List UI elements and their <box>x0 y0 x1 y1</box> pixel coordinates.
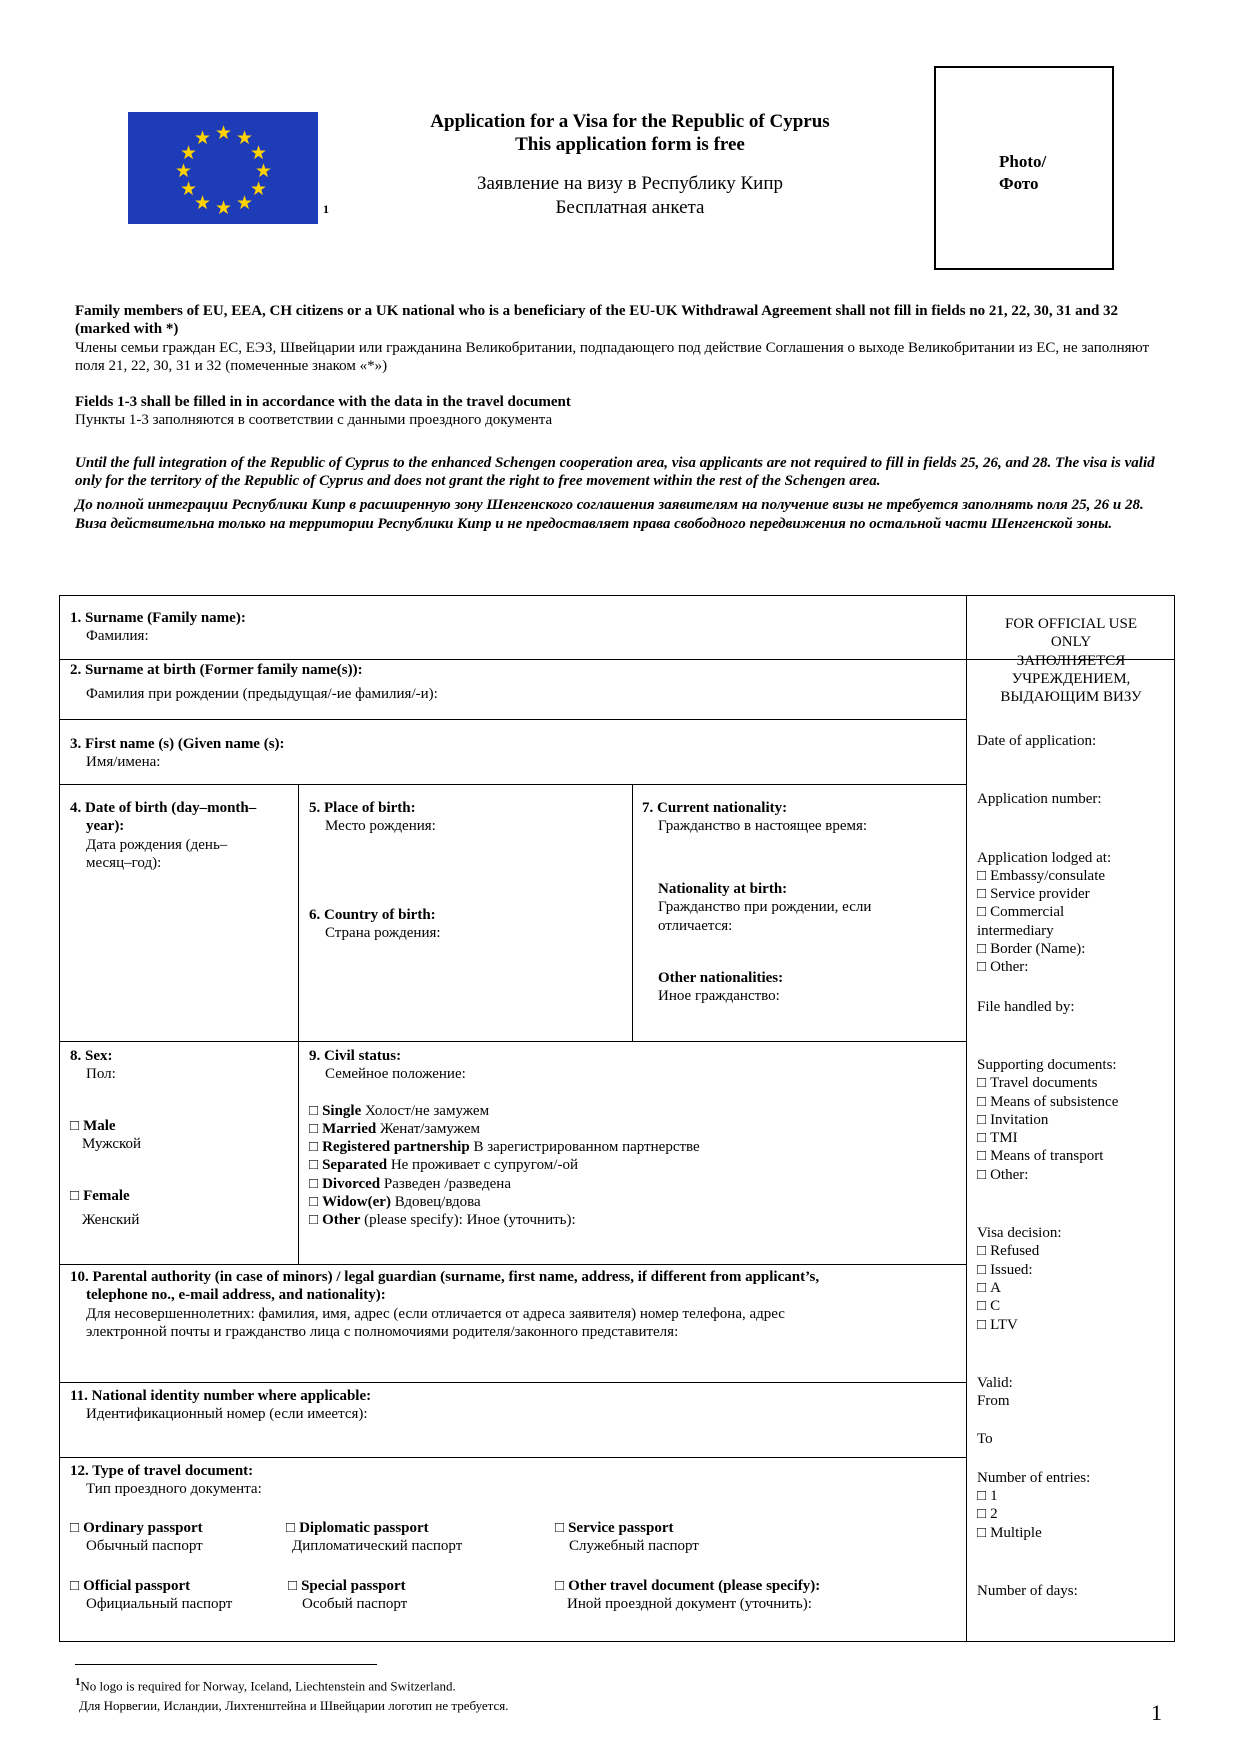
field-5[interactable] <box>309 799 436 836</box>
family-note-ru: Члены семьи граждан ЕС, ЕЭЗ, Швейцарии или гражданина Великобритании, подпадающего под действие Соглашения о выходе Великобритании из ЕС, не заполняют поля 21, 22, 30, 31 и 32 (помеченные знаком «*») <box>75 339 1150 374</box>
civil-status-single-ru: Холост/не замужем <box>361 1102 490 1119</box>
field-6[interactable] <box>309 906 441 943</box>
field-8-label-en: 8. Sex: <box>70 1048 113 1064</box>
divider <box>966 595 967 1642</box>
field-10-label-ru-2: электронной почты и гражданство лица с полномочиями родителя/законного представителя: <box>86 1323 679 1340</box>
family-note-en: Family members of EU, EEA, CH citizens or a UK national who is a beneficiary of the EU-UK Withdrawal Agreement shall not fill in fields no 21, 22, 30, 31 and 32 (marked with *) <box>75 303 1119 338</box>
field-2[interactable] <box>70 661 438 704</box>
civil-status-married-ru: Женат/замужем <box>376 1120 481 1137</box>
field-11[interactable] <box>70 1387 371 1424</box>
flag-star-icon: ★ <box>194 128 212 149</box>
field-3[interactable] <box>70 735 285 772</box>
lodged-service-provider-checkbox[interactable]: □ Service provider <box>977 885 1172 903</box>
visa-decision-label: Visa decision: <box>977 1225 1062 1242</box>
field-7-birth-label-en: Nationality at birth: <box>658 881 788 897</box>
entries-label: Number of entries: <box>977 1469 1091 1486</box>
civil-status-widow-en: Widow(er) <box>322 1194 391 1211</box>
field-10-label-ru: Для несовершеннолетних: фамилия, имя, адрес (если отличается от адреса заявителя) номер телефона, адрес <box>86 1305 785 1322</box>
field-4-label-en-2: year): <box>86 818 125 835</box>
divider <box>59 1264 966 1265</box>
field-7[interactable] <box>642 799 867 836</box>
field-7-label-en: 7. Current nationality: <box>642 800 788 816</box>
supp-other-checkbox[interactable]: □ Other: <box>977 1166 1172 1184</box>
flag-star-icon: ★ <box>215 198 233 219</box>
field-6-label-en: 6. Country of birth: <box>309 907 436 923</box>
doc-other-label-ru: Иной проездной документ (уточнить): <box>567 1596 812 1613</box>
field-4-label-ru: Дата рождения (день– <box>86 836 228 853</box>
civil-status-single-en: Single <box>322 1102 362 1119</box>
flag-star-icon: ★ <box>194 193 212 214</box>
field-6-label-ru: Страна рождения: <box>325 925 441 942</box>
field-10[interactable] <box>70 1268 960 1341</box>
lodged-intermediary-label: intermediary <box>977 922 1054 939</box>
doc-special-option[interactable] <box>288 1577 407 1614</box>
supp-travel-docs-checkbox[interactable]: □ Travel documents <box>977 1074 1172 1092</box>
supp-tmi-checkbox[interactable]: □ TMI <box>977 1129 1172 1147</box>
field-2-label-ru: Фамилия при рождении (предыдущая/-ие фамилия/-и): <box>86 686 438 703</box>
field-9 <box>309 1047 700 1230</box>
fields-note-en: Fields 1-3 shall be filled in in accordance with the data in the travel document <box>75 394 571 411</box>
doc-special-checkbox[interactable]: □ Special passport <box>288 1577 407 1595</box>
field-7-other-label-en: Other nationalities: <box>658 970 784 986</box>
title-free-en: This application form is free <box>515 134 745 156</box>
doc-other-checkbox[interactable]: □ Other travel document (please specify): <box>555 1577 820 1595</box>
footnote-en <box>75 1676 509 1694</box>
civil-status-divorced-ru: Разведен /разведена <box>380 1175 511 1192</box>
date-of-application-label: Date of application: <box>977 733 1097 749</box>
field-3-label-en: 3. First name (s) (Given name (s): <box>70 736 285 752</box>
entries-2-checkbox[interactable]: □ 2 <box>977 1505 1172 1523</box>
civil-status-married-en: Married <box>322 1120 377 1137</box>
sex-male-label-ru: Мужской <box>82 1136 142 1153</box>
flag-star-icon: ★ <box>236 193 254 214</box>
flag-star-icon: ★ <box>236 128 254 149</box>
entries-1-checkbox[interactable]: □ 1 <box>977 1487 1172 1505</box>
civil-status-registered-ru: В зарегистрированном партнерстве <box>469 1139 700 1156</box>
divider <box>59 1457 966 1458</box>
official-head-3: ЗАПОЛНЯЕТСЯ <box>1016 652 1126 669</box>
footnote-en-text: No logo is required for Norway, Iceland, Liechtenstein and Switzerland. <box>80 1678 456 1694</box>
civil-status-registered-en: Registered partnership <box>322 1139 470 1156</box>
title-free-ru: Бесплатная анкета <box>555 196 705 218</box>
field-12 <box>70 1462 262 1499</box>
sex-male-checkbox[interactable]: □ Male <box>70 1117 141 1135</box>
doc-ordinary-label-ru: Обычный паспорт <box>86 1538 203 1555</box>
title-ru: Заявление на визу в Республику Кипр <box>476 173 784 195</box>
supp-transport-checkbox[interactable]: □ Means of transport <box>977 1147 1172 1165</box>
doc-service-option[interactable] <box>555 1519 699 1556</box>
footnote-rule <box>75 1664 377 1665</box>
civil-status-widow[interactable] <box>309 1193 700 1211</box>
field-10-label-en: 10. Parental authority (in case of minors) / legal guardian (surname, first name, address, if different from applicant’s, <box>70 1269 820 1285</box>
lodged-border-checkbox[interactable]: □ Border (Name): <box>977 940 1172 958</box>
civil-status-options <box>309 1102 700 1230</box>
decision-refused-checkbox[interactable]: □ Refused <box>977 1242 1172 1260</box>
flag-star-icon: ★ <box>250 143 268 164</box>
doc-diplomatic-checkbox[interactable]: □ Diplomatic passport <box>286 1519 462 1537</box>
field-3-label-ru: Имя/имена: <box>86 754 161 771</box>
photo-label-en: Photo/ <box>999 152 1047 171</box>
field-10-label-en-2: telephone no., e-mail address, and nationality): <box>86 1287 386 1304</box>
field-7-birth-label-ru-2: отличается: <box>658 917 733 934</box>
official-use-column <box>977 732 1172 1600</box>
supp-subsistence-checkbox[interactable]: □ Means of subsistence <box>977 1093 1172 1111</box>
field-9-label-en: 9. Civil status: <box>309 1048 402 1064</box>
field-4[interactable] <box>70 799 256 872</box>
field-9-label-ru: Семейное положение: <box>325 1066 466 1083</box>
civil-status-divorced-en: Divorced <box>322 1175 381 1192</box>
file-handled-label: File handled by: <box>977 998 1075 1015</box>
sex-male-option[interactable] <box>70 1117 141 1154</box>
footnote-mark: 1 <box>75 1676 81 1688</box>
doc-ordinary-checkbox[interactable]: □ Ordinary passport <box>70 1519 203 1537</box>
doc-official-label-ru: Официальный паспорт <box>86 1596 233 1613</box>
doc-official-checkbox[interactable]: □ Official passport <box>70 1577 232 1595</box>
photo-box <box>934 66 1114 270</box>
doc-diplomatic-option[interactable] <box>286 1519 462 1556</box>
official-use-header <box>967 615 1175 706</box>
field-2-label-en: 2. Surname at birth (Former family name(s)): <box>70 662 363 678</box>
decision-a-checkbox[interactable]: □ A <box>977 1279 1172 1297</box>
field-8-label-ru: Пол: <box>86 1066 116 1083</box>
field-7-nationality-at-birth[interactable] <box>658 880 871 935</box>
civil-status-separated-ru: Не проживает с супругом/-ой <box>387 1157 578 1174</box>
doc-diplomatic-label-ru: Дипломатический паспорт <box>292 1538 463 1555</box>
civil-status-other-ru: (please specify): Иное (уточнить): <box>360 1212 576 1229</box>
lodged-other-checkbox[interactable]: □ Other: <box>977 958 1172 976</box>
field-5-label-en: 5. Place of birth: <box>309 800 416 816</box>
eu-flag <box>128 112 318 224</box>
civil-status-married[interactable] <box>309 1120 700 1138</box>
field-11-label-ru: Идентификационный номер (если имеется): <box>86 1406 368 1423</box>
doc-service-label-ru: Служебный паспорт <box>569 1538 699 1555</box>
field-1-label-en: 1. Surname (Family name): <box>70 610 246 626</box>
flag-star-icon: ★ <box>180 179 198 200</box>
footnote <box>75 1676 509 1714</box>
doc-special-label-ru: Особый паспорт <box>302 1596 408 1613</box>
sex-female-label-ru: Женский <box>82 1212 140 1229</box>
field-7-other-nationalities[interactable] <box>658 969 783 1006</box>
doc-other-option[interactable] <box>555 1577 820 1614</box>
lodged-commercial-checkbox[interactable]: □ Commercial <box>977 903 1172 921</box>
divider <box>59 784 966 785</box>
supporting-docs-label: Supporting documents: <box>977 1056 1117 1073</box>
civil-status-separated-en: Separated <box>322 1157 388 1174</box>
official-head-4: УЧРЕЖДЕНИЕМ, <box>1011 670 1131 687</box>
decision-c-checkbox[interactable]: □ C <box>977 1297 1172 1315</box>
civil-status-registered[interactable] <box>309 1138 700 1156</box>
official-head-1: FOR OFFICIAL USE <box>1005 616 1137 632</box>
page-number: 1 <box>1151 1700 1162 1725</box>
flag-star-icon: ★ <box>250 179 268 200</box>
field-1-label-ru: Фамилия: <box>86 628 149 645</box>
title-block <box>360 110 900 219</box>
photo-label-ru: Фото <box>999 174 1039 193</box>
civil-status-separated[interactable] <box>309 1156 700 1174</box>
sex-female-option[interactable] <box>70 1187 139 1230</box>
flag-star-icon: ★ <box>175 161 193 182</box>
flag-star-icon: ★ <box>180 143 198 164</box>
number-of-days-label: Number of days: <box>977 1582 1078 1599</box>
official-head-5: ВЫДАЮЩИМ ВИЗУ <box>1000 689 1142 706</box>
supp-invitation-checkbox[interactable]: □ Invitation <box>977 1111 1172 1129</box>
civil-status-single[interactable] <box>309 1102 700 1120</box>
doc-official-option[interactable] <box>70 1577 232 1614</box>
integration-note-ru: До полной интеграции Республики Кипр в расширенную зону Шенгенского соглашения заявителям на получение визы не требуется заполнять поля 25, 26 и 28. Виза действительна только на территории Республики Кипр и не предоставляет права свободного передвижения по остальной части Шенгенской зоны. <box>75 497 1144 532</box>
divider <box>298 784 299 1264</box>
civil-status-widow-ru: Вдовец/вдова <box>390 1194 481 1211</box>
field-5-label-ru: Место рождения: <box>325 818 436 835</box>
valid-from-label: From <box>977 1393 1010 1410</box>
intro-notes <box>75 302 1165 533</box>
lodged-embassy-checkbox[interactable]: □ Embassy/consulate <box>977 867 1172 885</box>
flag-star-icon: ★ <box>215 123 233 144</box>
flag-star-icon: ★ <box>255 161 273 182</box>
field-4-label-ru-2: месяц–год): <box>86 854 162 871</box>
decision-ltv-checkbox[interactable]: □ LTV <box>977 1316 1172 1334</box>
divider <box>632 784 633 1041</box>
divider <box>59 1382 966 1383</box>
application-number-label: Application number: <box>977 791 1102 808</box>
field-8 <box>70 1047 116 1084</box>
divider <box>59 719 966 720</box>
field-7-birth-label-ru: Гражданство при рождении, если <box>658 899 872 916</box>
field-11-label-en: 11. National identity number where applicable: <box>70 1388 372 1404</box>
field-1[interactable] <box>70 609 246 646</box>
field-4-label-en: 4. Date of birth (day–month– <box>70 800 257 816</box>
footnote-ru: Для Норвегии, Исландии, Лихтенштейна и Швейцарии логотип не требуется. <box>79 1698 509 1714</box>
fields-note-ru: Пункты 1-3 заполняются в соответствии с данными проездного документа <box>75 412 553 429</box>
sex-female-checkbox[interactable]: □ Female <box>70 1187 139 1205</box>
divider <box>59 1041 966 1042</box>
integration-note-en: Until the full integration of the Republic of Cyprus to the enhanced Schengen cooperation area, visa applicants are not required to fill in fields 25, 26, and 28. The visa is valid only for the territory of the Republic of Cyprus and does not grant the right to free movement within the rest of the Schengen area. <box>75 454 1155 490</box>
field-7-other-label-ru: Иное гражданство: <box>658 988 780 1005</box>
civil-status-other[interactable] <box>309 1211 700 1229</box>
field-12-label-ru: Тип проездного документа: <box>86 1481 262 1498</box>
lodged-at-label: Application lodged at: <box>977 849 1112 866</box>
civil-status-other-en: Other <box>322 1212 361 1229</box>
civil-status-divorced[interactable] <box>309 1175 700 1193</box>
official-head-2: ONLY <box>1050 634 1092 651</box>
decision-issued-checkbox[interactable]: □ Issued: <box>977 1261 1172 1279</box>
field-12-label-en: 12. Type of travel document: <box>70 1463 254 1479</box>
title-en: Application for a Visa for the Republic of Cyprus <box>430 111 830 132</box>
entries-multiple-checkbox[interactable]: □ Multiple <box>977 1524 1172 1542</box>
valid-label: Valid: <box>977 1374 1013 1391</box>
flag-footnote-mark: 1 <box>323 202 329 216</box>
doc-service-checkbox[interactable]: □ Service passport <box>555 1519 699 1537</box>
valid-to-label: To <box>977 1431 993 1448</box>
doc-ordinary-option[interactable] <box>70 1519 203 1556</box>
field-7-label-ru: Гражданство в настоящее время: <box>658 818 868 835</box>
